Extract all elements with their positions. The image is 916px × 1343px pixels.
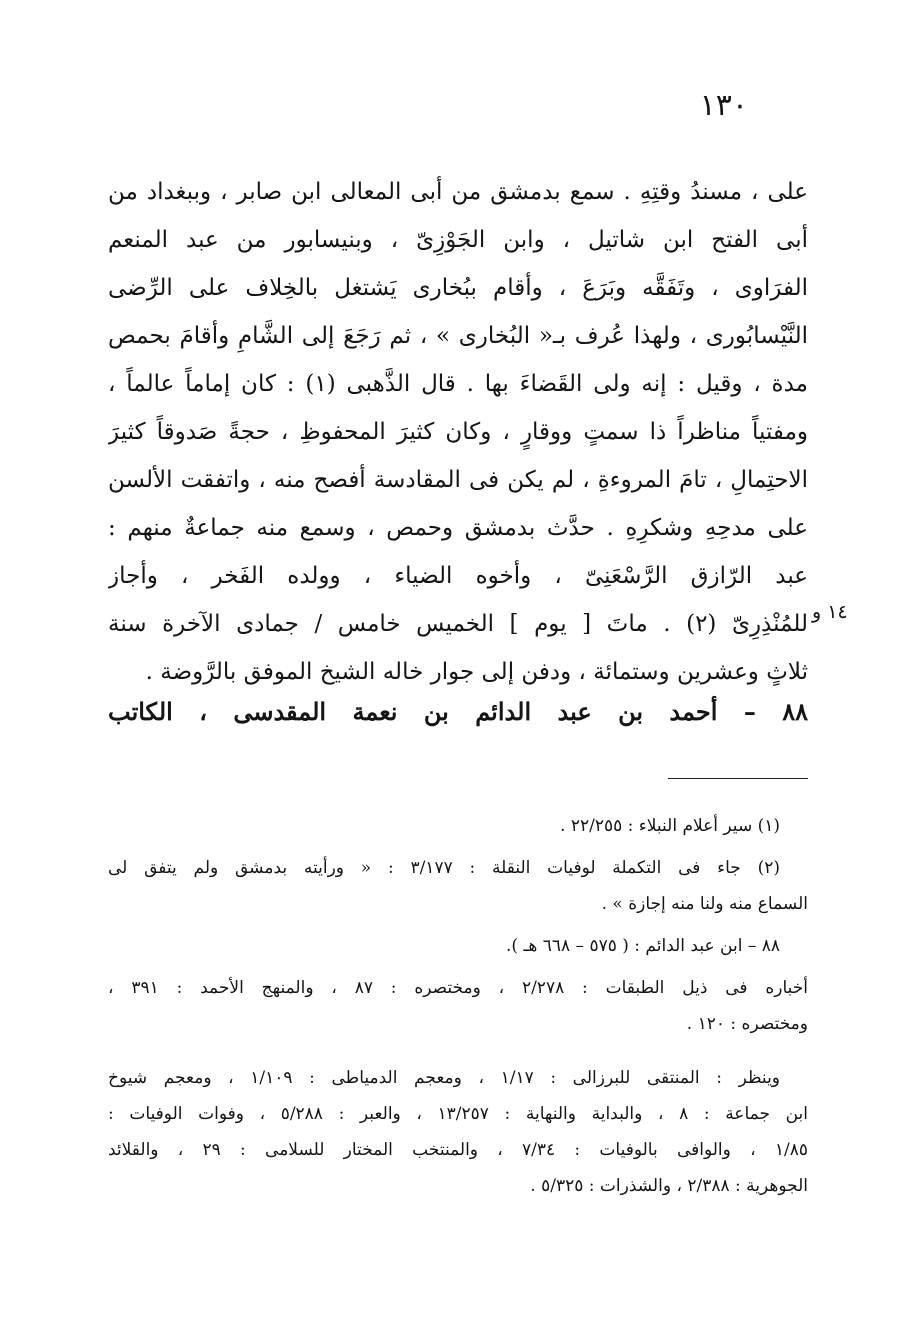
page-number: ١٣٠ [699,88,748,123]
footnote-line: الجوهرية : ٢/٣٨٨ ، والشذرات : ٥/٣٢٥ . [530,1176,808,1196]
entry-note-references [108,1060,808,1204]
footnote-line: أخباره فى ذيل الطبقات : ٢/٢٧٨ ، ومختصره : ٨٧ ، والمنهج الأحمد : ٣٩١ ، [108,978,808,998]
footnote-line: ابن جماعة : ٨ ، والبداية والنهاية : ١٣/٢٥٧ ، والعبر : ٥/٢٨٨ ، وفوات الوفيات : [108,1104,808,1124]
footnote-line: ١/٨٥ ، والوافى بالوفيات : ٧/٣٤ ، والمنتخب المختار للسلامى : ٢٩ ، والقلائد [108,1140,808,1160]
footnote-line: (٢) جاء فى التكملة لوفيات النقلة : ٣/١٧٧ : « ورأيته بدمشق ولم يتفق لى [108,858,781,878]
main-text-line: على مدحِهِ وشكرِهِ . حدَّث بدمشق وحمص ، وسمع منه جماعةٌ منهم : [108,515,808,541]
margin-folio-note: ١٤ و [812,601,848,623]
main-text-line: ثلاثٍ وعشرين وستمائة ، ودفن إلى جوار خاله الشيخ الموفق بالرَّوضة . [145,659,808,685]
footnote-line: ٨٨ – ابن عبد الدائم : ( ٥٧٥ – ٦٦٨ هـ ). [505,936,780,956]
main-text-line: النَّيْسابُورى ، ولهذا عُرف بـ« البُخارى » ، ثم رَجَعَ إلى الشَّامِ وأقامَ بحمص [108,323,808,349]
footnote-line: السماع منه ولنا منه إجازة » . [601,894,808,914]
footnote-line: (١) سير أعلام النبلاء : ٢٢/٢٥٥ . [560,816,780,836]
main-text-line: ومفتياً مناظراً ذا سمتٍ ووقارٍ ، وكان كثيرَ المحفوظِ ، حجةً صَدوقاً كثيرَ [108,419,808,445]
main-text [108,168,808,696]
entry-note-dates [108,928,808,964]
entry-note-sources [108,970,808,1042]
main-text-line: عبد الرّازق الرَّسْعَنِىّ ، وأخوه الضياء ، وولده الفَخر ، وأجاز [108,563,808,589]
main-text-line: للمُنْذِرِىّ (٢) . ماتَ [ يوم ] الخميس خامس / جمادى الآخرة سنة [108,611,808,637]
main-text-line: مدة ، وقيل : إنه ولى القَضاءَ بها . قال الذَّهبى (١) : كان إماماً عالماً ، [108,371,808,397]
footnotes [108,808,808,1210]
footnote-divider [668,778,808,779]
main-text-line: الفرَاوى ، وتَفَقَّه وبَرَعَ ، وأقام ببُخارى يَشتغل بالخِلاف على الرِّضى [108,275,808,301]
entry-heading: ٨٨ – أحمد بن عبد الدائم بن نعمة المقدسى ، الكاتب [108,697,808,726]
footnote-line: وينظر : المنتقى للبرزالى : ١/١٧ ، ومعجم الدمياطى : ١/١٠٩ ، ومعجم شيوخ [108,1068,781,1088]
main-text-line: الاحتِمالِ ، تامَ المروءةِ ، لم يكن فى المقادسة أفصح منه ، واتفقت الألسن [108,467,808,493]
footnote-2 [108,850,808,922]
footnote-line: ومختصره : ١٢٠ . [686,1014,808,1034]
footnote-1 [108,808,808,844]
main-text-line: أبى الفتح ابن شاتيل ، وابن الجَوْزِىّ ، وبنيسابور من عبد المنعم [108,227,808,253]
main-text-line: على ، مسندُ وقتِهِ . سمع بدمشق من أبى المعالى ابن صابر ، وببغداد من [108,179,808,205]
